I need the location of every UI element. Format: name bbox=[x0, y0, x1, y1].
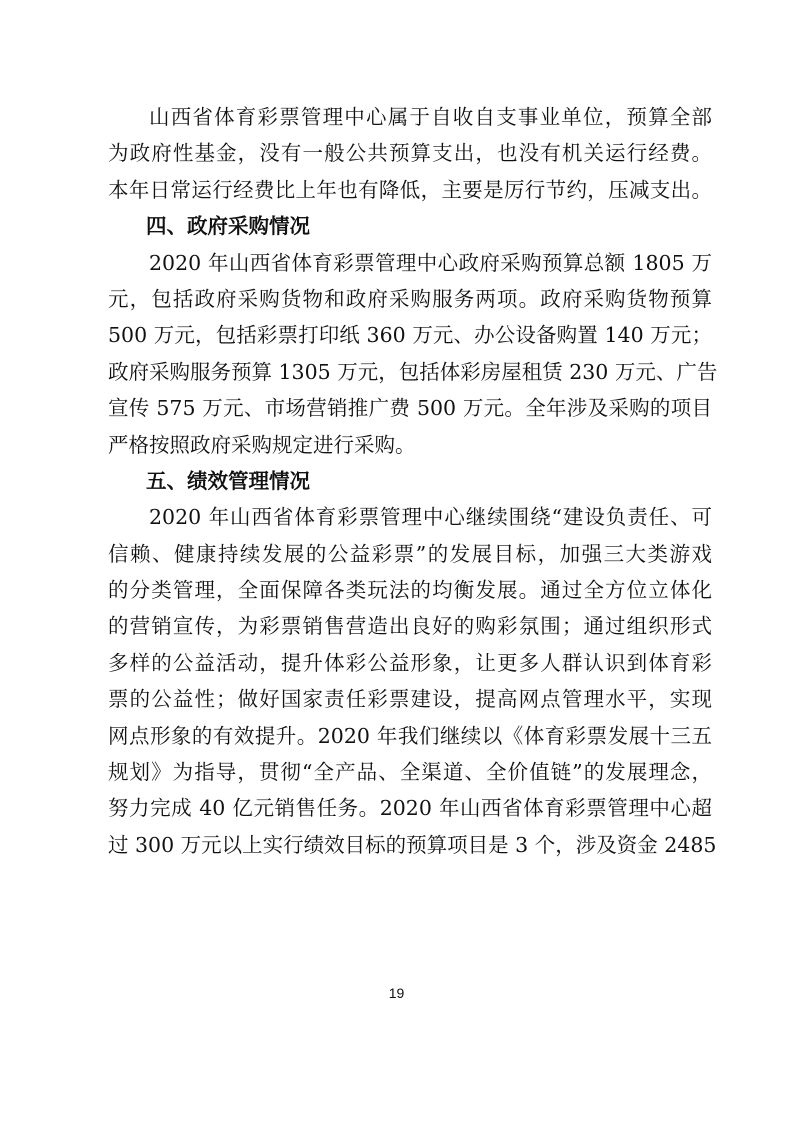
paragraph-performance bbox=[108, 499, 717, 863]
text-line: 规划》为指导，贯彻“全产品、全渠道、全价值链”的发展理念， bbox=[108, 760, 712, 785]
text-line: 山西省体育彩票管理中心属于自收自支事业单位，预算全部 bbox=[149, 105, 712, 129]
text-line: 的营销宣传，为彩票销售营造出良好的购彩氛围；通过组织形式 bbox=[108, 614, 712, 639]
text-line: 宣传 575 万元、市场营销推广费 500 万元。全年涉及采购的项目 bbox=[108, 396, 712, 421]
section-heading-procurement: 四、政府采购情况 bbox=[146, 214, 310, 239]
paragraph-procurement bbox=[108, 245, 718, 463]
paragraph-budget-note bbox=[108, 99, 712, 208]
text-line: 网点形象的有效提升。2020 年我们继续以《体育彩票发展十三五 bbox=[108, 723, 712, 748]
text-line: 的分类管理，全面保障各类玩法的均衡发展。通过全方位立体化 bbox=[108, 578, 712, 603]
document-body bbox=[108, 99, 718, 863]
text-line: 500 万元，包括彩票打印纸 360 万元、办公设备购置 140 万元； bbox=[108, 323, 712, 348]
text-line: 严格按照政府采购规定进行采购。 bbox=[108, 432, 416, 457]
section-heading-performance: 五、绩效管理情况 bbox=[146, 468, 310, 493]
text-line: 2020 年山西省体育彩票管理中心继续围绕“建设负责任、可 bbox=[149, 505, 712, 530]
text-line: 2020 年山西省体育彩票管理中心政府采购预算总额 1805 万 bbox=[149, 250, 712, 275]
text-line: 元，包括政府采购货物和政府采购服务两项。政府采购货物预算 bbox=[108, 286, 712, 311]
text-line: 本年日常运行经费比上年也有降低，主要是厉行节约，压减支出。 bbox=[108, 177, 712, 202]
text-line: 政府采购服务预算 1305 万元，包括体彩房屋租赁 230 万元、广告 bbox=[108, 359, 718, 384]
text-line: 信赖、健康持续发展的公益彩票”的发展目标，加强三大类游戏 bbox=[108, 541, 712, 566]
page-number: 19 bbox=[388, 985, 405, 1001]
text-line: 票的公益性；做好国家责任彩票建设，提高网点管理水平，实现 bbox=[108, 687, 712, 712]
text-line: 为政府性基金，没有一般公共预算支出，也没有机关运行经费。 bbox=[108, 141, 712, 166]
text-line: 过 300 万元以上实行绩效目标的预算项目是 3 个，涉及资金 2485 bbox=[108, 832, 717, 857]
text-line: 努力完成 40 亿元销售任务。2020 年山西省体育彩票管理中心超 bbox=[108, 796, 712, 821]
text-line: 多样的公益活动，提升体彩公益形象，让更多人群认识到体育彩 bbox=[108, 650, 712, 675]
